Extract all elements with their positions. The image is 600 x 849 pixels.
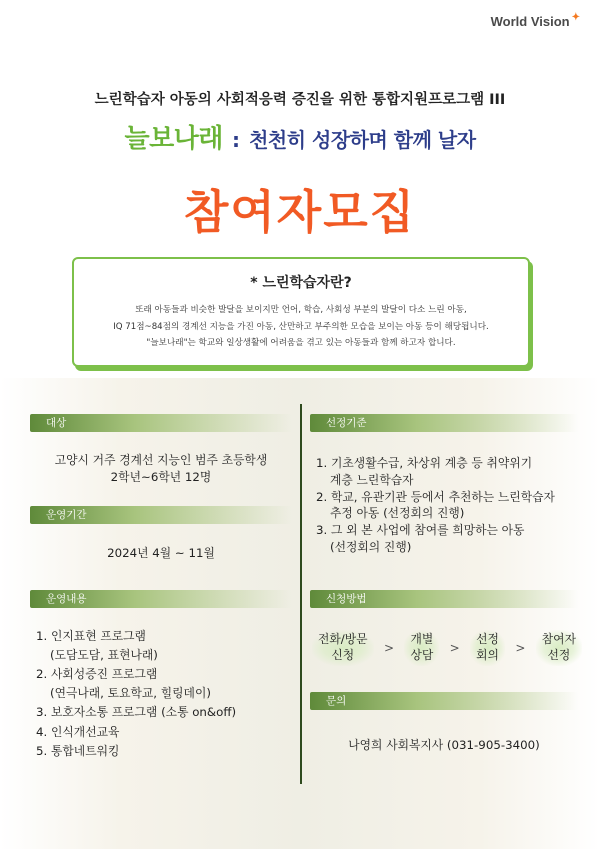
apply-step-line: 신청 xyxy=(331,648,355,662)
apply-steps xyxy=(312,628,582,668)
content-item: 4. 인식개선교육 xyxy=(36,724,120,739)
apply-step-line: 상담 xyxy=(410,648,434,662)
content-item: 3. 보호자소통 프로그램 (소통 on&off) xyxy=(36,705,237,720)
apply-step xyxy=(404,630,439,666)
apply-step-line: 참여자 xyxy=(541,632,576,647)
section-contact-label: 문의 xyxy=(326,695,347,707)
target-line: 고양시 거주 경계선 지능인 범주 초등학생 xyxy=(54,453,268,467)
info-line: 또래 아동들과 비슷한 발달을 보이지만 언어, 학습, 사회성 부분의 발달이 다소 느린 아동, xyxy=(135,305,467,315)
criteria-item: 2. 학교, 유관기관 등에서 추천하는 느린학습자 xyxy=(316,489,555,504)
chevron-right-icon: > xyxy=(449,641,460,655)
section-target-header xyxy=(30,414,292,432)
chevron-right-icon: > xyxy=(383,641,395,655)
apply-step-line: 회의 xyxy=(476,648,499,662)
contact-text: 나영희 사회복지사 (031-905-3400) xyxy=(348,738,540,752)
info-line: "늘보나래"는 학교와 일상생활에 어려움을 겪고 있는 아동들과 함께 하고자 합니다. xyxy=(146,338,456,349)
apply-step xyxy=(312,630,374,666)
target-text xyxy=(30,452,292,486)
content-item: 5. 통합네트워킹 xyxy=(36,743,120,758)
section-criteria-label: 선정기준 xyxy=(326,417,367,429)
section-target-label: 대상 xyxy=(46,417,67,429)
section-contact-header xyxy=(310,692,578,710)
section-period-header xyxy=(30,506,292,524)
apply-step-line: 선정 xyxy=(476,632,499,647)
info-line: IQ 71점~84점의 경계선 지능을 가진 아동, 산만하고 부주의한 모습을 보이는 아동 등이 해당됩니다. xyxy=(113,321,489,332)
criteria-item: 3. 그 외 본 사업에 참여를 희망하는 아동 xyxy=(316,523,525,537)
world-vision-logo xyxy=(491,14,580,29)
criteria-item-detail: 계층 느린학습자 xyxy=(330,472,414,487)
apply-step-line: 개별 xyxy=(410,632,434,647)
column-divider xyxy=(300,404,302,784)
section-apply-header xyxy=(310,590,578,608)
title-sub: 천천히 성장하며 함께 날자 xyxy=(249,128,476,152)
section-content-header xyxy=(30,590,292,608)
content-list xyxy=(36,627,296,761)
apply-step-line: 선정 xyxy=(547,648,571,662)
target-line: 2학년~6학년 12명 xyxy=(110,470,212,485)
section-criteria-header xyxy=(310,414,578,432)
recruit-heading: 참여자모집 xyxy=(183,185,417,239)
apply-step-line: 전화/방문 xyxy=(318,632,368,647)
content-item: 1. 인지표현 프로그램 xyxy=(36,629,146,643)
apply-step xyxy=(536,630,582,666)
criteria-item: 1. 기초생활수급, 차상위 계층 등 취약위기 xyxy=(316,456,533,470)
criteria-item-detail: 추정 아동 (선정회의 진행) xyxy=(330,506,465,521)
program-title xyxy=(0,118,600,155)
apply-step xyxy=(470,630,505,666)
content-item-detail: (연극나래, 토요학교, 힐링데이) xyxy=(50,686,211,701)
slow-learner-info-box xyxy=(72,257,530,367)
content-item-detail: (도담도담, 표현나래) xyxy=(50,648,158,663)
logo-text: World Vision xyxy=(490,14,570,29)
title-colon: : xyxy=(232,128,241,152)
info-box-title: * 느린학습자란? xyxy=(250,275,352,291)
section-period-label: 운영기간 xyxy=(46,509,87,521)
program-subtitle: 느린학습자 아동의 사회적응력 증진을 위한 통합지원프로그램 III xyxy=(94,92,506,108)
criteria-list xyxy=(316,455,586,556)
content-item: 2. 사회성증진 프로그램 xyxy=(36,667,158,682)
criteria-item-detail: (선정회의 진행) xyxy=(330,539,412,554)
section-apply-label: 신청방법 xyxy=(326,593,367,605)
title-main: 늘보나래 xyxy=(124,124,223,154)
section-content-label: 운영내용 xyxy=(46,593,87,605)
chevron-right-icon: > xyxy=(515,641,526,655)
logo-star-icon: ✦ xyxy=(571,12,580,23)
period-text: 2024년 4월 ~ 11월 xyxy=(107,546,215,560)
